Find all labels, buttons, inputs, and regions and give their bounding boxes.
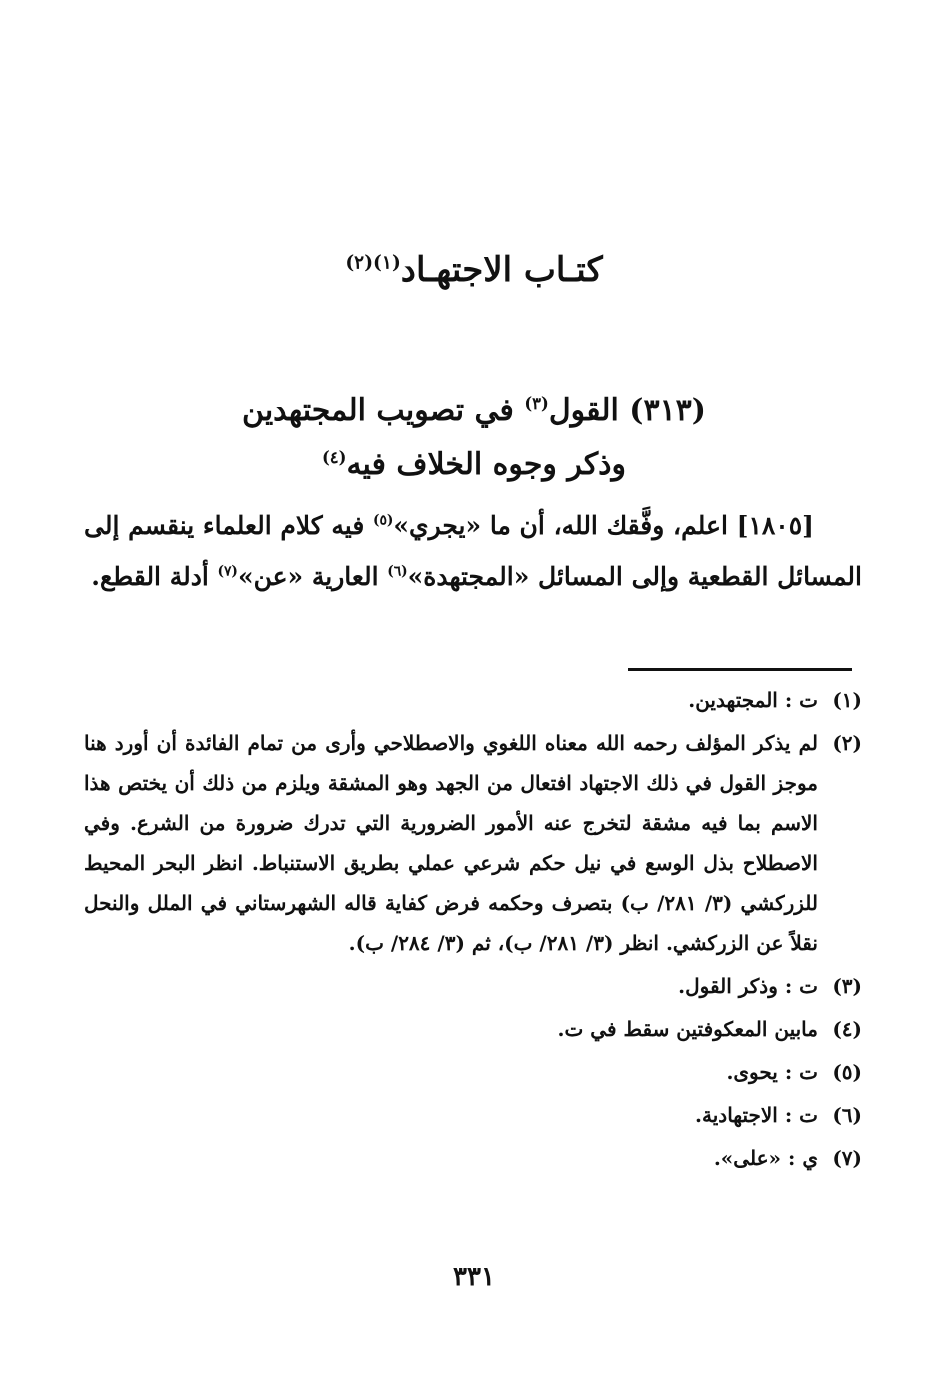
footnote-number: (٣) [832, 974, 862, 998]
footnote-number: (١) [832, 688, 862, 712]
section-heading-word: القول [548, 393, 619, 428]
footnotes [84, 680, 862, 1181]
footnote-mark-3: (٣) [524, 394, 549, 413]
footnote-6 [84, 1095, 862, 1135]
footnote-text: ت : الاجتهادية. [695, 1103, 818, 1127]
main-text-part-3: العارية «عن» [237, 562, 388, 591]
main-text-part-1: [١٨٠٥] اعلم، وفَّقك الله، أن ما «يجري» [393, 511, 814, 540]
footnote-7 [84, 1138, 862, 1178]
footnote-text: ت : المجتهدين. [688, 688, 818, 712]
book-title-text: كتـاب الاجتهـاد [400, 250, 603, 290]
footnote-text: لم يذكر المؤلف رحمه الله معناه اللغوي والاصطلاحي وأرى من تمام الفائدة أن أورد هنا موجز القول في ذلك الاجتهاد افتعال من الجهد وهو المشقة ويلزم من ذلك أن يختص هذا الاسم بما فيه مشقة لتخرج عنه الأمور الضرورية التي تدرك ضرورة من الشرع. وفي الاصطلاح بذل الوسع في نيل حكم شرعي عملي بطريق الاستنباط. انظر البحر المحيط للزركشي (٣/ ٢٨١/ ب) بتصرف وحكمه فرض كفاية قاله الشهرستاني في الملل والنحل نقلاً عن الزركشي. انظر (٣/ ٢٨١/ ب)، ثم (٣/ ٢٨٤/ ب). [84, 731, 818, 955]
footnote-separator [628, 668, 852, 671]
footnote-number: (٤) [832, 1017, 862, 1041]
footnote-5 [84, 1052, 862, 1092]
footnote-mark-7: (٧) [217, 563, 238, 580]
main-text-part-2: فيه كلام العلماء ينقسم إلى المسائل القطعية وإلى المسائل «المجتهدة» [84, 511, 862, 591]
main-paragraph [84, 500, 862, 602]
footnote-4 [84, 1009, 862, 1049]
book-title [0, 250, 948, 290]
footnote-text: ت : يحوى. [726, 1060, 818, 1084]
book-title-footnote-marks: (١)(٢) [345, 251, 401, 274]
footnote-number: (٥) [832, 1060, 862, 1084]
section-heading-line-1 [150, 384, 798, 438]
section-heading-rest: في تصويب المجتهدين [241, 393, 514, 428]
footnote-number: (٦) [832, 1103, 862, 1127]
footnote-2 [84, 723, 862, 963]
footnote-text: مابين المعكوفتين سقط في ت. [557, 1017, 818, 1041]
footnote-mark-5: (٥) [372, 512, 394, 529]
footnote-3 [84, 966, 862, 1006]
section-heading-line-2 [150, 438, 798, 492]
footnote-text: ت : وذكر القول. [678, 974, 818, 998]
section-number: (٣١٣) [629, 393, 706, 428]
page-number: ٣٣١ [453, 1262, 495, 1292]
footnote-text: ي : «على». [713, 1146, 818, 1170]
footnote-number: (٢) [832, 731, 862, 755]
footnote-mark-6: (٦) [387, 563, 408, 580]
footnote-mark-4: (٤) [321, 448, 347, 467]
section-heading-line-2-text: وذكر وجوه الخلاف فيه [346, 447, 627, 482]
main-text-part-4: أدلة القطع. [91, 562, 218, 591]
section-heading [150, 384, 798, 492]
footnote-number: (٧) [832, 1146, 862, 1170]
footnote-1 [84, 680, 862, 720]
